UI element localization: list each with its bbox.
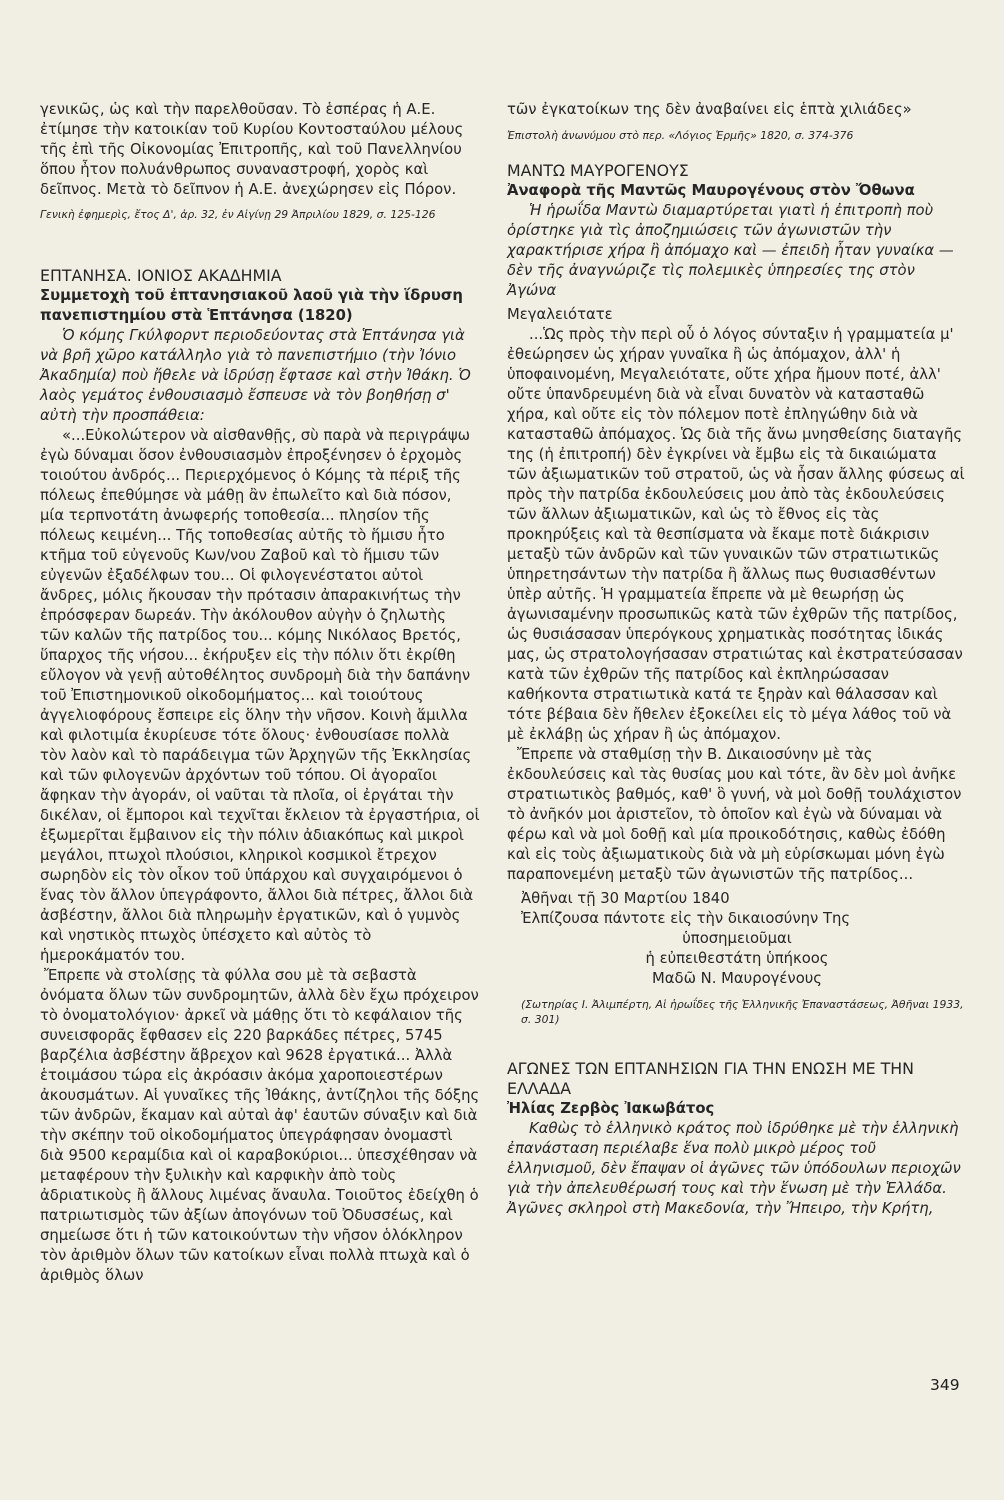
page-number: 349	[930, 1376, 960, 1394]
source-citation-2: Ἐπιστολὴ ἀνωνύμου στὸ περ. «Λόγιος Ἑρμῆς» 1820, σ. 374-376	[507, 129, 854, 142]
section-title-agones: Ἠλίας Ζερβὸς Ἰακωβάτος	[507, 1100, 715, 1117]
letter-closing-line-1: Ἐλπίζουσα πάντοτε εἰς τὴν δικαιοσύνην Της	[521, 910, 851, 927]
left-top-paragraph: γενικῶς, ὡς καὶ τὴν παρελθοῦσαν. Τὸ ἑσπέρας ἡ Α.Ε. ἐτίμησε τὴν κατοικίαν τοῦ Κυρίου Κοντοσταύλου μέλους τῆς ἐπὶ τῆς Οἰκονομίας Ἐπιτροπῆς, καὶ τοῦ Πανελληνίου ὅπου ἦτον πολυάνθρωπος συναναστροφή, χορὸς καὶ δεῖπνος. Μετὰ τὸ δεῖπνον ἡ Α.Ε. ἀνεχώρησεν εἰς Πόρον.	[40, 101, 464, 198]
letter-closing-line-3: ἡ εὐπειθεστάτη ὑπήκοος	[645, 950, 829, 967]
section-heading-agones: ΑΓΩΝΕΣ ΤΩΝ ΕΠΤΑΝΗΣΙΩΝ ΓΙΑ ΤΗΝ ΕΝΩΣΗ ΜΕ ΤΗΝ ΕΛΛΑΔΑ	[507, 1059, 914, 1098]
section-heading-manto: ΜΑΝΤΩ ΜΑΥΡΟΓΕΝΟΥΣ	[507, 161, 689, 180]
section-intro-ionian-academy: Ὁ κόμης Γκύλφορντ περιοδεύοντας στὰ Ἑπτάνησα γιὰ νὰ βρῆ χῶρο κατάλληλο γιὰ τὸ πανεπιστήμιο (τὴν Ἰόνιο Ἀκαδημία) ποὺ ἤθελε νὰ ἱδρύσῃ ἔφτασε καὶ στὴν Ἰθάκη. Ὁ λαὸς γεμάτος ἐνθουσιασμὸ ἔσπευσε νὰ τὸν βοηθήσῃ σ' αὐτὴ τὴν προσπάθεια:	[40, 327, 471, 424]
section-title-ionian-academy: Συμμετοχὴ τοῦ ἐπτανησιακοῦ λαοῦ γιὰ τὴν ἵδρυση πανεπιστημίου στὰ Ἑπτάνησα (1820)	[40, 287, 463, 324]
right-column	[507, 100, 967, 1219]
letter-closing-line-2: ὑποσημειοῦμαι	[682, 930, 792, 947]
letter-salutation: Μεγαλειότατε	[507, 306, 613, 323]
letter-date-line: Ἀθῆναι τῇ 30 Μαρτίου 1840	[521, 890, 730, 907]
source-citation-1: Γενικὴ ἐφημερὶς, ἔτος Δ', ἀρ. 32, ἐν Αἰγίνῃ 29 Ἀπριλίου 1829, σ. 125-126	[40, 208, 436, 221]
section-intro-manto: Ἡ ἡρωΐδα Μαντὼ διαμαρτύρεται γιατὶ ἡ ἐπιτροπὴ ποὺ ὁρίστηκε γιὰ τὶς ἀποζημιώσεις τῶν ἀγωνιστῶν τὴν χαρακτήρισε χήρα ἢ ἀπόμαχο καὶ — ἐπειδὴ ἦταν γυναίκα — δὲν τῆς ἀναγνώριζε τὶς πολεμικὲς ὑπηρεσίες της στὸν Ἀγώνα	[507, 202, 954, 299]
letter-paragraph-2: Ἔπρεπε νὰ σταθμίσῃ τὴν Β. Δικαιοσύνην μὲ τὰς ἐκδουλεύσεις καὶ τὰς θυσίας μου καὶ τότε, ἂν δὲν μοὶ ἀνῆκε στρατιωτικὸς βαθμός, καθ' ὃ γυνή, νὰ μοὶ δοθῇ τουλάχιστον τὸ ἀνῆκόν μοι ἀριστεῖον, τὸ ὁποῖον καὶ ἐγὼ νὰ δύναμαι νὰ φέρω καὶ νὰ μοὶ δοθῇ καὶ μία προικοδότησις, καθὼς ἐδόθη καὶ εἰς τοὺς ἀξιωματικοὺς διὰ νὰ μὴ εὑρίσκωμαι μόνη ἐγὼ παραπονεμένη μεταξὺ τῶν ἀγωνιστῶν τῆς πατρίδος...	[507, 746, 962, 883]
section-intro-agones: Καθὼς τὸ ἑλληνικὸ κράτος ποὺ ἱδρύθηκε μὲ τὴν ἑλληνικὴ ἐπανάσταση περιέλαβε ἕνα πολὺ μικρὸ μέρος τοῦ ἑλληνισμοῦ, δὲν ἔπαψαν οἱ ἀγῶνες τῶν ὑπόδουλων περιοχῶν γιὰ τὴν ἀπελευθέρωσή τους καὶ τὴν ἕνωση μὲ τὴν Ἑλλάδα. Ἀγῶνες σκληροὶ στὴ Μακεδονία, τὴν Ἤπειρο, τὴν Κρήτη,	[507, 1120, 961, 1217]
letter-paragraph-1: ...Ὡς πρὸς τὴν περὶ οὗ ὁ λόγος σύνταξιν ἡ γραμματεία μ' ἐθεώρησεν ὡς χήραν γυναῖκα ἢ ὡς ἀπόμαχον, ἀλλ' ἡ ὑποφαινομένη, Μεγαλειότατε, οὔτε χήρα ἤμουν ποτέ, ἀλλ' οὔτε ὑπανδρευμένη διὰ νὰ εἶναι δυνατὸν νὰ κατασταθῶ χήρα, καὶ οὔτε εἰς τὸν πόλεμον ποτὲ ἐπληγώθην διὰ νὰ κατασταθῶ ἀπόμαχος. Ὡς διὰ τῆς ἄνω μνησθείσης διαταγῆς της (ἡ ἐπιτροπή) δὲν ἐγκρίνει νὰ ἔμβω εἰς τὰ δικαιώματα τῶν ἀξιωματικῶν τοῦ στρατοῦ, ὡς νὰ ἦσαν ἄλλης φύσεως αἱ πρὸς τὴν πατρίδα ἐκδουλεύσεις μου ἀπὸ τὰς ἐκδουλεύσεις τῶν ἄλλων ἀξιωματικῶν, καὶ ὡς τὸ ἔθνος εἰς τὰς προκηρύξεις καὶ τὰ θεσπίσματα νὰ ἔκαμε ποτὲ διάκρισιν μεταξὺ τῶν ἀνδρῶν καὶ τῶν γυναικῶν τῶν στρατιωτικῶς ὑπηρετησάντων τὴν πατρίδα ἢ ἄλλως πως θυσιασθέντων ὑπὲρ αὐτῆς. Ἡ γραμματεία ἔπρεπε νὰ μὲ θεωρήσῃ ὡς ἀγωνισαμένην προσωπικῶς κατὰ τῶν ἐχθρῶν τῆς πατρίδος, ὡς θυσιάσασαν ὑπερόγκους χρηματικὰς ποσότητας ἰδικάς μας, ὡς στρατολογήσασαν στρατιώτας καὶ ἐκστρατεύσασαν κατὰ τῶν ἐχθρῶν τῆς πατρίδος καὶ ἐκπληρώσασαν καθήκοντα στρατιωτικὰ κατά τε ξηρὰν καὶ θάλασσαν καὶ τότε βέβαια δὲν ἤθελεν ἐξοκείλει εἰς τὸ μέγα λάθος τοῦ νὰ μὲ ἐκλάβῃ ὡς χήραν ἢ ὡς ἀπόμαχον.	[507, 326, 965, 743]
ithaca-quote-paragraph-2: Ἔπρεπε νὰ στολίσῃς τὰ φύλλα σου μὲ τὰ σεβαστὰ ὀνόματα ὅλων τῶν συνδρομητῶν, ἀλλὰ δὲν ἔχω πρόχειρον τὸ ὀνοματολόγιον· ἀρκεῖ νὰ μάθῃς ὅτι τὸ κεφάλαιον τῆς συνεισφορᾶς ἔφθασεν εἰς 220 βαρκάδες πέτρες, 5745 βαρζέλια ἀσβέστην ἄβρεχον καὶ 9628 ἐργατικά... Ἀλλὰ ἑτοιμάσου τώρα εἰς ἀκρόασιν ἀκόμα χαροποιεστέρων ἀκουσμάτων. Αἱ γυναῖκες τῆς Ἰθάκης, ἀντίζηλοι τῆς δόξης τῶν ἀνδρῶν, ἔκαμαν καὶ αὐταὶ ἀφ' ἑαυτῶν σύναξιν καὶ διὰ τὴν σκέπην τοῦ οἰκοδομήματος ὑπεγράφησαν ὀνομαστὶ διὰ 9500 κεραμίδια καὶ οἱ καραβοκύριοι... ὑπεσχέθησαν νὰ μεταφέρουν τὴν ξυλικὴν καὶ καρφικὴν ἀπὸ τοὺς ἀδριατικοὺς ἢ ἄλλους λιμένας ἄναυλα. Τοιοῦτος ἐδείχθη ὁ πατριωτισμὸς τῶν ἀξίων ἀπογόνων τοῦ Ὀδυσσέως, καὶ σημείωσε ὅτι ἡ τῶν κατοικούντων τὴν νῆσον ὁλόκληρον τὸν ἀριθμὸν ὅλων τῶν κατοίκων εἶναι πολλὰ πτωχὰ καὶ ὁ ἀριθμὸς ὅλων	[40, 967, 480, 1284]
section-title-manto: Ἀναφορὰ τῆς Μαντῶς Μαυρογένους στὸν Ὄθωνα	[507, 182, 915, 199]
right-top-text: τῶν ἐγκατοίκων της δὲν ἀναβαίνει εἰς ἑπτὰ χιλιάδες»	[507, 101, 912, 118]
letter-signature: Μαδῶ Ν. Μαυρογένους	[652, 970, 822, 987]
section-heading-eptanisa: ΕΠΤΑΝΗΣΑ. ΙΟΝΙΟΣ ΑΚΑΔΗΜΙΑ	[40, 266, 282, 285]
source-citation-3: (Σωτηρίας Ι. Ἀλιμπέρτη, Αἱ ἡρωΐδες τῆς Ἑλληνικῆς Ἐπαναστάσεως, Ἀθῆναι 1933, σ. 301)	[521, 998, 964, 1026]
left-column	[40, 100, 480, 1286]
ithaca-quote-paragraph-1: «...Εὐκολώτερον νὰ αἰσθανθῇς, σὺ παρὰ νὰ περιγράψω ἐγὼ δύναμαι ὅσον ἐνθουσιασμὸν ἐπροξένησεν ὁ ἐρχομὸς τοιούτου ἀνδρός... Περιερχόμενος ὁ Κόμης τὰ πέριξ τῆς πόλεως ἐπεθύμησε νὰ μάθῃ ἂν ἐπωλεῖτο καὶ διὰ πόσον, μία τερπνοτάτη ἀνωφερής τοποθεσία... πλησίον τῆς πόλεως κειμένη... Τῆς τοποθεσίας αὐτῆς τὸ ἥμισυ ἦτο κτῆμα τοῦ εὐγενοῦς Κων/νου Ζαβοῦ καὶ τὸ ἥμισυ τῶν εὐγενῶν ἐξαδέλφων του... Οἱ φιλογενέστατοι αὐτοὶ ἄνδρες, μόλις ἤκουσαν τὴν πρότασιν ἀπαρακινήτως τὴν ἐπρόσφεραν δωρεάν. Τὴν ἀκόλουθον αὐγὴν ὁ ζηλωτὴς τῶν καλῶν τῆς πατρίδος του... κόμης Νικόλαος Βρετός, ὕπαρχος τῆς νήσου... ἐκήρυξεν εἰς τὴν πόλιν ὅτι ἐκρίθη εὔλογον νὰ γενῇ αὐτοθέλητος συνδρομὴ διὰ τὴν δαπάνην τοῦ Ἐπιστημονικοῦ οἰκοδομήματος... καὶ τοιούτους ἀγγελιοφόρους ἔσπειρε εἰς ὅλην τὴν νῆσον. Κοινὴ ἅμιλλα καὶ φιλοτιμία ἐκυρίευσε τότε ὅλους· ἐνθουσίασε πολλὰ τὸν λαὸν καὶ τὸ παράδειγμα τῶν Ἀρχηγῶν τῆς Ἐκκλησίας καὶ τῶν φιλογενῶν ἀρχόντων τοῦ τόπου. Οἱ ἀγοραῖοι ἄφηκαν τὴν ἀγοράν, οἱ ναῦται τὰ πλοῖα, οἱ ἐργάται τὴν δικέλαν, οἱ ἔμποροι καὶ τεχνῖται ἔκλειον τὰ ἐργαστήρια, οἱ ἐξωμερῖται ἔμβαινον εἰς τὴν πόλιν ἀδιακόπως καὶ μικροὶ μεγάλοι, πτωχοὶ πλούσιοι, κληρικοὶ κοσμικοὶ ἔτρεχον σωρηδὸν εἰς τὸν οἶκον τοῦ ὑπάρχου καὶ συγχαιρόμενοι ὁ ἕνας τὸν ἄλλον ὑπεγράφοντο, ἄλλοι διὰ πέτρες, ἄλλοι διὰ ἀσβέστην, ἄλλοι διὰ πληρωμὴν ἐργατικῶν, καὶ ὁ γυμνὸς καὶ νηστικὸς πτωχὸς ὑπέσχετο καὶ αὐτὸς τὸ ἡμεροκάματόν του.	[40, 427, 480, 964]
